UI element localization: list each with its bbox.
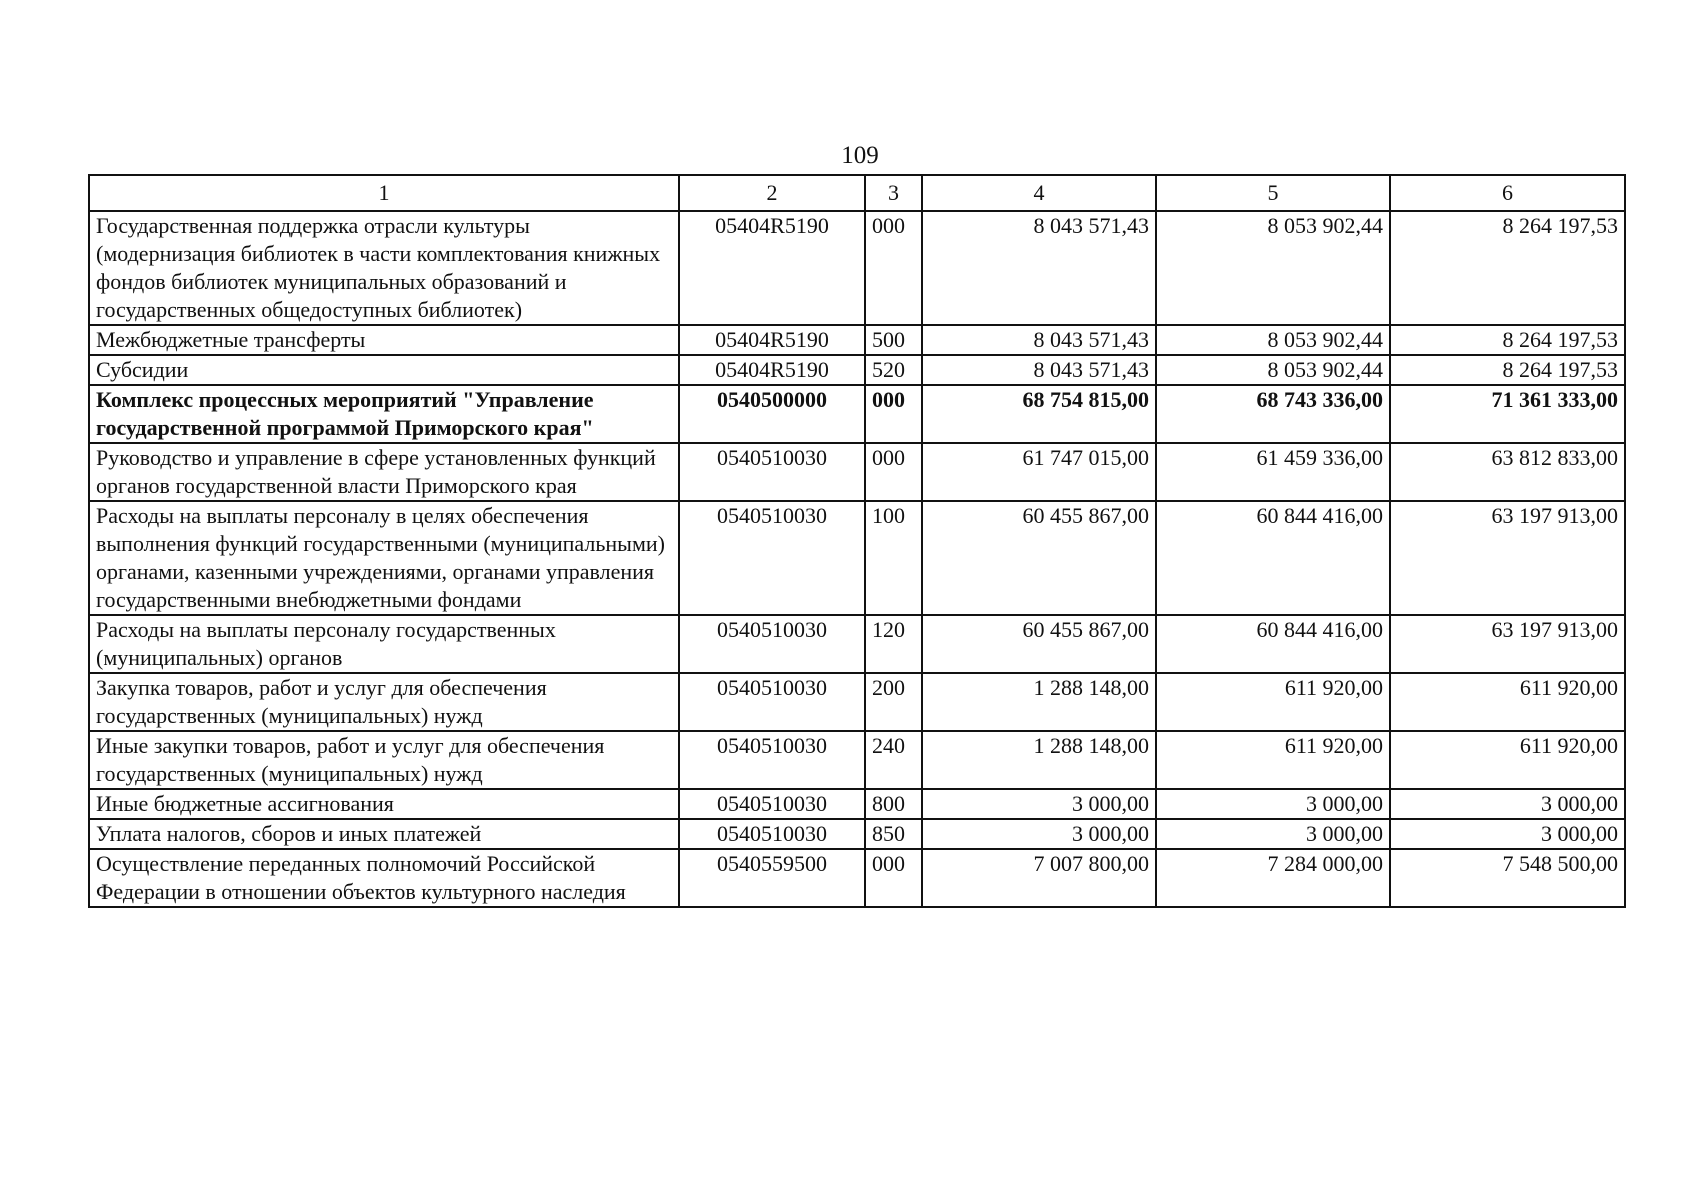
- row-value-col5-cell: 3 000,00: [1156, 789, 1390, 819]
- table-row: [89, 615, 1625, 673]
- row-value-col6-cell: 8 264 197,53: [1390, 355, 1625, 385]
- row-name-cell: Государственная поддержка отрасли культуры (модернизация библиотек в части комплектования книжных фондов библиотек муниципальных образований и государственных общедоступных библиотек): [89, 211, 679, 325]
- row-value-col5-cell: 611 920,00: [1156, 731, 1390, 789]
- table-row: [89, 673, 1625, 731]
- row-value-col4-cell: 1 288 148,00: [922, 731, 1156, 789]
- row-name-cell: Иные бюджетные ассигнования: [89, 789, 679, 819]
- row-value-col6-cell: 8 264 197,53: [1390, 211, 1625, 325]
- row-value-col4-cell: 60 455 867,00: [922, 501, 1156, 615]
- row-name-cell: Осуществление переданных полномочий Российской Федерации в отношении объектов культурного наследия: [89, 849, 679, 907]
- row-code-cell: 0540510030: [679, 443, 865, 501]
- row-code-cell: 0540510030: [679, 731, 865, 789]
- row-value-col4-cell: 3 000,00: [922, 789, 1156, 819]
- row-value-col5-cell: 60 844 416,00: [1156, 501, 1390, 615]
- row-type-cell: 000: [865, 849, 922, 907]
- row-value-col5-cell: 68 743 336,00: [1156, 385, 1390, 443]
- table-row: [89, 819, 1625, 849]
- row-value-col6-cell: 611 920,00: [1390, 673, 1625, 731]
- row-value-col6-cell: 63 197 913,00: [1390, 615, 1625, 673]
- row-name-cell: Иные закупки товаров, работ и услуг для обеспечения государственных (муниципальных) нужд: [89, 731, 679, 789]
- page-number: 109: [841, 142, 879, 169]
- row-code-cell: 05404R5190: [679, 325, 865, 355]
- column-header-1: 1: [89, 175, 679, 211]
- row-name-cell: Закупка товаров, работ и услуг для обеспечения государственных (муниципальных) нужд: [89, 673, 679, 731]
- row-type-cell: 800: [865, 789, 922, 819]
- row-code-cell: 0540510030: [679, 673, 865, 731]
- row-value-col5-cell: 8 053 902,44: [1156, 355, 1390, 385]
- table-row: [89, 355, 1625, 385]
- row-value-col6-cell: 3 000,00: [1390, 789, 1625, 819]
- row-type-cell: 850: [865, 819, 922, 849]
- row-value-col4-cell: 1 288 148,00: [922, 673, 1156, 731]
- table-row: [89, 325, 1625, 355]
- row-code-cell: 05404R5190: [679, 211, 865, 325]
- row-value-col4-cell: 8 043 571,43: [922, 355, 1156, 385]
- table-row: [89, 789, 1625, 819]
- row-type-cell: 000: [865, 211, 922, 325]
- row-value-col6-cell: 63 812 833,00: [1390, 443, 1625, 501]
- column-header-4: 4: [922, 175, 1156, 211]
- row-type-cell: 000: [865, 443, 922, 501]
- row-type-cell: 000: [865, 385, 922, 443]
- row-value-col6-cell: 3 000,00: [1390, 819, 1625, 849]
- row-type-cell: 520: [865, 355, 922, 385]
- row-value-col5-cell: 7 284 000,00: [1156, 849, 1390, 907]
- column-header-2: 2: [679, 175, 865, 211]
- row-name-cell: Межбюджетные трансферты: [89, 325, 679, 355]
- row-type-cell: 200: [865, 673, 922, 731]
- row-name-cell: Расходы на выплаты персоналу государственных (муниципальных) органов: [89, 615, 679, 673]
- row-value-col5-cell: 61 459 336,00: [1156, 443, 1390, 501]
- row-value-col6-cell: 611 920,00: [1390, 731, 1625, 789]
- row-value-col6-cell: 8 264 197,53: [1390, 325, 1625, 355]
- row-code-cell: 0540500000: [679, 385, 865, 443]
- row-name-cell: Руководство и управление в сфере установленных функций органов государственной власти Приморского края: [89, 443, 679, 501]
- row-code-cell: 0540510030: [679, 501, 865, 615]
- row-value-col6-cell: 71 361 333,00: [1390, 385, 1625, 443]
- budget-table: [88, 174, 1626, 908]
- row-value-col5-cell: 60 844 416,00: [1156, 615, 1390, 673]
- row-value-col6-cell: 7 548 500,00: [1390, 849, 1625, 907]
- row-code-cell: 0540510030: [679, 615, 865, 673]
- table-row: [89, 731, 1625, 789]
- table-body: [89, 211, 1625, 907]
- table-header-row: [89, 175, 1625, 211]
- row-value-col4-cell: 68 754 815,00: [922, 385, 1156, 443]
- column-header-5: 5: [1156, 175, 1390, 211]
- column-header-3: 3: [865, 175, 922, 211]
- row-type-cell: 500: [865, 325, 922, 355]
- row-type-cell: 100: [865, 501, 922, 615]
- row-code-cell: 05404R5190: [679, 355, 865, 385]
- row-value-col5-cell: 3 000,00: [1156, 819, 1390, 849]
- row-value-col5-cell: 8 053 902,44: [1156, 325, 1390, 355]
- row-code-cell: 0540559500: [679, 849, 865, 907]
- row-value-col4-cell: 61 747 015,00: [922, 443, 1156, 501]
- table-row: [89, 211, 1625, 325]
- row-value-col4-cell: 8 043 571,43: [922, 211, 1156, 325]
- table-row: [89, 385, 1625, 443]
- row-value-col4-cell: 3 000,00: [922, 819, 1156, 849]
- row-value-col6-cell: 63 197 913,00: [1390, 501, 1625, 615]
- row-value-col5-cell: 611 920,00: [1156, 673, 1390, 731]
- table-row: [89, 849, 1625, 907]
- row-name-cell: Расходы на выплаты персоналу в целях обеспечения выполнения функций государственными (муниципальными) органами, казенными учреждениями, органами управления государственными внебюджетными фондами: [89, 501, 679, 615]
- row-value-col4-cell: 60 455 867,00: [922, 615, 1156, 673]
- row-name-cell: Комплекс процессных мероприятий "Управление государственной программой Приморского края": [89, 385, 679, 443]
- row-value-col5-cell: 8 053 902,44: [1156, 211, 1390, 325]
- row-type-cell: 240: [865, 731, 922, 789]
- row-code-cell: 0540510030: [679, 819, 865, 849]
- column-header-6: 6: [1390, 175, 1625, 211]
- row-code-cell: 0540510030: [679, 789, 865, 819]
- table-row: [89, 443, 1625, 501]
- row-value-col4-cell: 8 043 571,43: [922, 325, 1156, 355]
- row-value-col4-cell: 7 007 800,00: [922, 849, 1156, 907]
- row-type-cell: 120: [865, 615, 922, 673]
- table-row: [89, 501, 1625, 615]
- row-name-cell: Уплата налогов, сборов и иных платежей: [89, 819, 679, 849]
- row-name-cell: Субсидии: [89, 355, 679, 385]
